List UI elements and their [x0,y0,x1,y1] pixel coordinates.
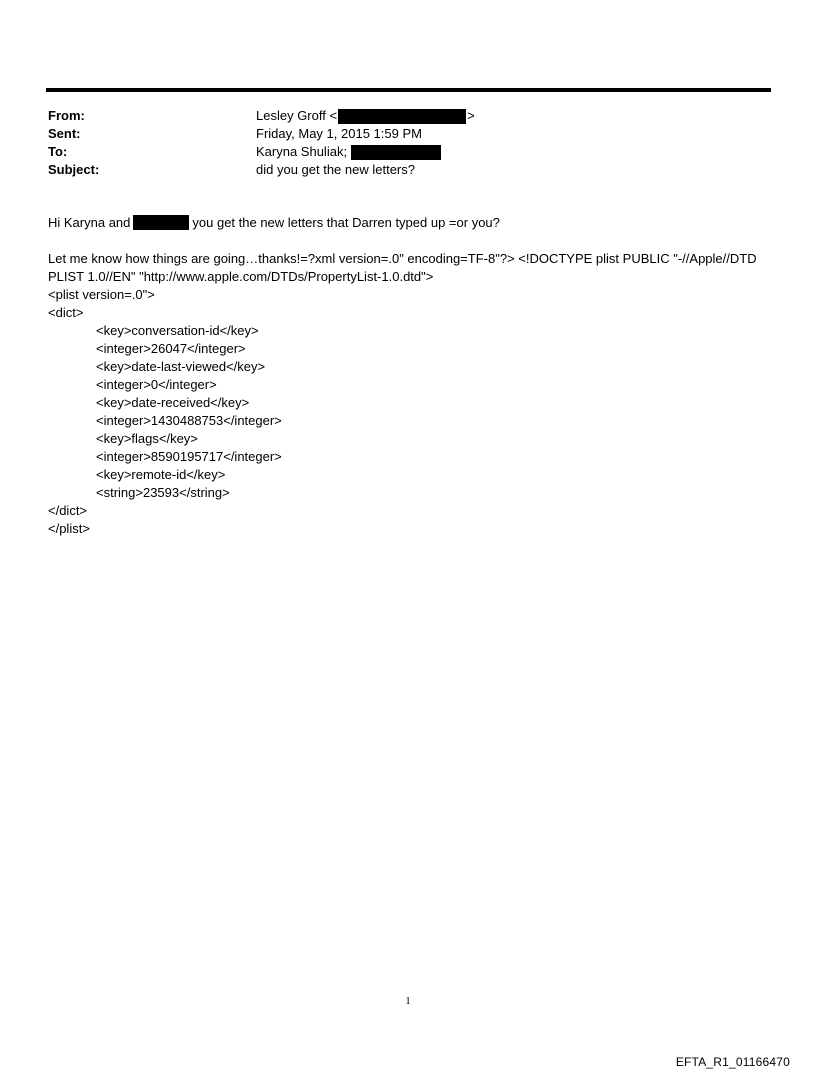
to-label: To: [48,144,68,159]
to-row [48,143,768,161]
dict-entry: <integer>0</integer> [96,377,217,392]
dict-close-tag: </dict> [48,503,88,518]
sent-value: Friday, May 1, 2015 1:59 PM [256,126,422,141]
sent-label: Sent: [48,126,81,141]
plist-paragraph [48,250,778,538]
greeting-prefix: Hi Karyna and [48,215,131,230]
dict-entry: <string>23593</string> [96,485,230,500]
dict-open-tag: <dict> [48,305,84,320]
header-divider [46,88,771,92]
to-recipient: Karyna Shuliak; [256,144,348,159]
dict-entry: <key>date-last-viewed</key> [96,359,266,374]
redacted-name-block [133,215,189,230]
subject-label: Subject: [48,162,100,177]
dict-entry: <integer>1430488753</integer> [96,413,282,428]
from-row [48,107,768,125]
email-header [48,107,768,179]
redacted-email-block [338,109,466,124]
dict-entry: <key>flags</key> [96,431,198,446]
dict-entry: <integer>8590195717</integer> [96,449,282,464]
plist-open-tag: <plist version=.0"> [48,287,155,302]
to-value [256,143,441,161]
dict-entry: <key>remote-id</key> [96,467,226,482]
redacted-recipient-block [351,145,441,160]
from-value [256,107,475,125]
from-bracket-close: > [467,108,475,123]
dict-entry: <key>date-received</key> [96,395,250,410]
email-body [48,214,778,538]
plist-close-tag: </plist> [48,521,90,536]
greeting-line [48,214,778,232]
body-text-line: PLIST 1.0//EN" "http://www.apple.com/DTDs/PropertyList-1.0.dtd"> [48,269,434,284]
dict-entry: <key>conversation-id</key> [96,323,259,338]
from-sender-name: Lesley Groff < [256,108,338,123]
subject-row [48,161,768,179]
body-text-line: Let me know how things are going…thanks!=?xml version=.0" encoding=TF-8"?> <!DOCTYPE plist PUBLIC "-//Apple//DTD [48,251,757,266]
subject-value: did you get the new letters? [256,162,415,177]
document-id: EFTA_R1_01166470 [675,1055,790,1069]
greeting-suffix: you get the new letters that Darren typed up =or you? [192,215,500,230]
dict-entry: <integer>26047</integer> [96,341,246,356]
sent-row [48,125,768,143]
page-number: 1 [405,995,411,1007]
from-label: From: [48,108,85,123]
